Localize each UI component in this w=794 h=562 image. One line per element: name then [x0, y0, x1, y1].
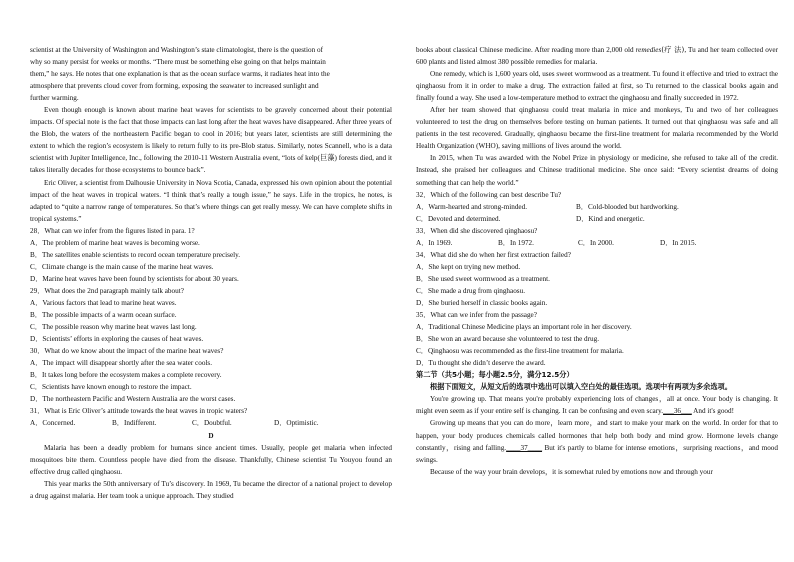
intro-line-3: them,” he says. He notes that one explanation is that as the ocean surface warms, it radiates heat into the — [30, 70, 330, 79]
q28-option-b: B．The satellites enable scientists to record ocean temperature precisely. — [30, 250, 241, 259]
q32-options-cd — [416, 213, 778, 225]
question-31: 31．What is Eric Oliver’s attitude towards the heat waves in tropic waters? — [30, 407, 248, 416]
growing-2-end: But it's partly to blame for intense emotions，surprising reactions，and mood swings. — [416, 443, 778, 464]
growing-2-text: Growing up means that you can do more，learn more，and start to make your mark on the world. In order for that to happen, your body produces chemicals called hormones that help both body and mind grow. Hormone levels change constantly，rising and falling. — [416, 419, 778, 452]
q33-options — [416, 237, 778, 249]
paragraph-malaria: Malaria has been a deadly problem for humans since ancient times. Usually, people get malaria when infected mosquitoes bite them. Countless people have died from the disease. Thankfully, Chinese scientist Tu Youyou found an effective drug called qinghaosu. — [30, 443, 392, 476]
q31-option-b: B．Indifferent. — [112, 419, 157, 428]
paragraph-2015: In 2015, when Tu was awarded with the Nobel Prize in physiology or medicine, she refused to take all of the credit. Instead, she praised her colleagues and Chinese traditional medicine. She once said: “Every scientist dreams of doing something that can help the world.” — [416, 154, 778, 187]
q29-option-b: B．The possible impacts of a warm ocean surface. — [30, 311, 177, 320]
question-28: 28．What can we infer from the figures listed in para. 1? — [30, 226, 195, 235]
q32-options-ab — [416, 201, 778, 213]
q30-option-d: D．The northeastern Pacific and Western Australia are the worst cases. — [30, 395, 236, 404]
growing-1-text: You're growing up. That means you're probably experiencing lots of changes，all at once. Your body is changing. It might even seem as if your entire self is changing. It can be confusing and even scary. — [416, 395, 778, 416]
intro-line-5: further warming. — [30, 94, 79, 103]
q33-option-d: D．In 2015. — [660, 238, 697, 247]
paragraph-books — [416, 44, 778, 68]
question-35: 35．What can we infer from the passage? — [416, 311, 537, 320]
question-29: 29．What does the 2nd paragraph mainly talk about? — [30, 286, 184, 295]
q30-option-a: A．The impact will disappear shortly after the sea water cools. — [30, 359, 213, 368]
question-33: 33．When did she discovered qinghaosu? — [416, 226, 538, 235]
q33-option-c: C．In 2000. — [578, 238, 614, 247]
q34-option-b: B．She used sweet wormwood as a treatment. — [416, 274, 550, 283]
q32-option-d: D．Kind and energetic. — [576, 214, 645, 223]
paragraph-growing-1 — [416, 393, 778, 417]
paragraph-remedy: One remedy, which is 1,600 years old, uses sweet wormwood as a treatment. Tu found it effective and tried to extract the qinghaosu from it in order to make a drug. The extraction failed at first, so Tu returned to the classical books again and finally found a way. She used a low-temperature method to extract the qinghaosu and finally succeeded in 1972. — [416, 70, 778, 103]
q31-option-d: D．Optimistic. — [274, 419, 319, 428]
books-text-post: , Tu and her team collected over 600 plants and listed almost 380 possible remedies for malaria. — [416, 46, 778, 67]
intro-line-1: scientist at the University of Washington and Washington’s state climatologist, there is the question of — [30, 46, 324, 54]
q28-option-d: D．Marine heat waves have been found by scientists for about 30 years. — [30, 274, 239, 283]
paragraph-enough: Even though enough is known about marine heat waves for scientists to be gravely concerned about their potential impacts. Of special note is the fact that those impacts can last long after the heat waves have disappeared. After three years of the Blob, the waters of the northeastern Pacific began to cool in 2016; but years later, scientists are still determining the extent to which the region’s ecosystem is likely to return fully to its pre-Blob status. Similarly, notes Scannell, who is a data scientist with Jupiter Intelligence, Inc., following the 2010-11 Western Australia event, “lots of kelp(巨藻) forests died, and it takes literally decades for those ecosystems to bounce back”. — [30, 106, 392, 175]
section-d-heading: D — [208, 431, 214, 440]
remedies-word: remedies — [635, 46, 662, 54]
right-column — [416, 44, 778, 478]
section-2-instructions: 根据下面短文，从短文后的选项中选出可以填入空白处的最佳选项。选项中有两项为多余选项。 — [430, 382, 732, 392]
q33-option-b: B．In 1972. — [498, 238, 534, 247]
q34-option-c: C．She made a drug from qinghaosu. — [416, 286, 525, 295]
question-30: 30．What do we know about the impact of the marine heat waves? — [30, 347, 224, 356]
q35-option-d: D．Tu thought she didn’t deserve the award. — [416, 359, 546, 368]
q31-option-c: C．Doubtful. — [192, 419, 232, 428]
paragraph-growing-3: Because of the way your brain develops，it is somewhat ruled by emotions now and through your — [430, 467, 713, 476]
q29-option-d: D．Scientists’ efforts in exploring the causes of heat waves. — [30, 335, 204, 344]
question-32: 32．Which of the following can best describe Tu? — [416, 190, 562, 199]
question-34: 34．What did she do when her first extraction failed? — [416, 250, 571, 259]
section-2-title: 第二节（共5小题；每小题2.5分，满分12.5分） — [416, 370, 574, 380]
q30-option-b: B．It takes long before the ecosystem makes a complete recovery. — [30, 371, 222, 380]
q33-option-a: A．In 1969. — [416, 238, 453, 247]
q34-option-a: A．She kept on trying new method. — [416, 262, 521, 271]
q34-option-d: D．She buried herself in classic books again. — [416, 298, 548, 307]
q31-option-a: A．Concerned. — [30, 419, 76, 428]
paragraph-after: After her team showed that qinghaosu could treat malaria in mice and monkeys, Tu and two of her colleagues volunteered to test the drug on themselves before testing on human patients. It turned out that qinghaosu was safe and all patients in the test recovered. Gradually, qinghaosu became the first-line treatment for malaria recommended by the World Health Organization (WHO), saving millions of lives around the world. — [416, 106, 778, 151]
q32-option-c: C．Devoted and determined. — [416, 214, 501, 223]
remedies-gloss: (疗 法) — [661, 45, 685, 54]
q35-option-b: B．She won an award because she volunteered to test the drug. — [416, 335, 600, 344]
q32-option-a: A．Warm-hearted and strong-minded. — [416, 202, 527, 211]
q28-option-a: A．The problem of marine heat waves is becoming worse. — [30, 238, 200, 247]
books-text-pre: books about classical Chinese medicine. After reading more than 2,000 old — [416, 46, 636, 54]
growing-1-end: And it's good! — [691, 407, 735, 416]
q29-option-c: C．The possible reason why marine heat waves last long. — [30, 323, 197, 332]
q32-option-b: B．Cold-blooded but hardworking. — [576, 202, 679, 211]
intro-line-4: atmosphere that prevents cloud cover from forming, exposing the seawater to increased sunlight and — [30, 82, 319, 91]
q35-option-c: C．Qinghaosu was recommended as the first-line treatment for malaria. — [416, 347, 624, 356]
q29-option-a: A．Various factors that lead to marine heat waves. — [30, 298, 177, 307]
q30-option-c: C．Scientists have known enough to restore the impact. — [30, 383, 192, 392]
q35-option-a: A．Traditional Chinese Medicine plays an important role in her discovery. — [416, 323, 632, 332]
q28-option-c: C．Climate change is the main cause of the marine heat waves. — [30, 262, 214, 271]
paragraph-eric-oliver: Eric Oliver, a scientist from Dalhousie University in Nova Scotia, Canada, expressed his own opinion about the potential impact of the heat waves in tropical waters. “I think that’s really a tough issue,” he says. Life in the tropics, he notes, is adapted to “quite a narrow range of temperatures. So that’s where things can get really messy. We can have complete shifts in tropical systems.” — [30, 178, 392, 223]
blank-37: ____37____ — [506, 443, 543, 452]
intro-line-2: why so many persist for weeks or months. “There must be something else going on that helps maintain — [30, 58, 326, 67]
blank-36: ___36___ — [663, 407, 692, 416]
paragraph-growing-2 — [416, 417, 778, 465]
left-column — [30, 44, 392, 502]
paragraph-anniversary: This year marks the 50th anniversary of Tu’s discovery. In 1969, Tu became the director of a national project to develop a drug against malaria. Her team took a unique approach. They studied — [30, 479, 392, 500]
q31-options — [30, 417, 392, 429]
